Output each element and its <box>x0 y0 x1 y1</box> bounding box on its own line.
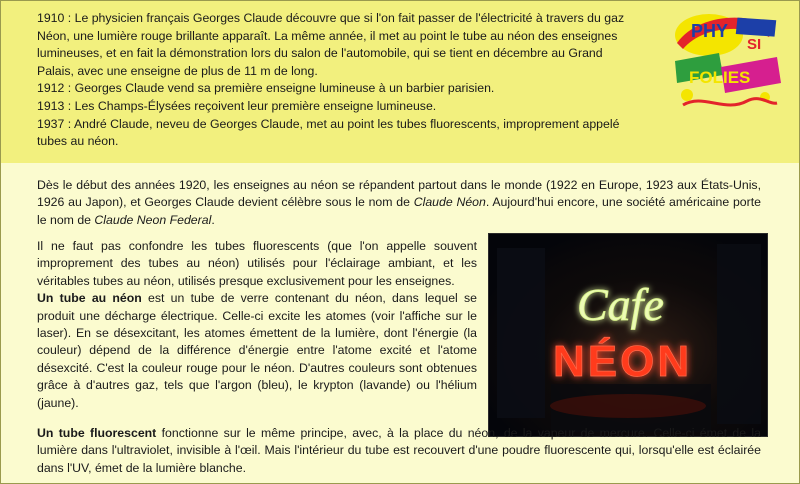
svg-text:SI: SI <box>747 36 762 53</box>
paragraph-tube-neon <box>37 238 477 412</box>
timeline-separator: : <box>67 81 75 96</box>
timeline-entry-text: Les Champs-Élysées reçoivent leur première enseigne lumineuse. <box>74 98 437 113</box>
svg-text:FOLIES: FOLIES <box>689 68 751 87</box>
svg-text:NÉON: NÉON <box>553 337 693 386</box>
para3-bold-lead: Un tube fluorescent <box>37 426 157 440</box>
timeline-separator: : <box>67 116 74 131</box>
para1-italic-claude-neon-federal: Claude Neon Federal <box>94 212 212 227</box>
timeline-separator: : <box>67 11 75 25</box>
timeline-separator: : <box>67 98 75 113</box>
timeline-entry-text: Le physicien français Georges Claude découvre que si l'on fait passer de l'électricité à travers du gaz Néon, une lumière rouge brillante apparaît. La même année, il met au point le tube au néon des enseignes lumineuses, et en fait la démonstration lors du salon de l'automobile, qui se tient en décembre au Grand Palais, avec une enseigne de plus de 11 m de long. <box>37 11 625 78</box>
photo-neon-sign <box>488 233 768 437</box>
timeline-year: 1937 <box>37 116 65 131</box>
svg-text:PHY: PHY <box>691 21 729 41</box>
para1-text-a: Dès le début des années 1920, les enseignes au néon se répandent partout dans le monde (1922 en Europe, 1923 aux États-Unis, 1926 au Japon), et Georges Claude devient célèbre sous le nom de <box>37 178 761 210</box>
para1-text-c: . <box>211 212 215 227</box>
timeline-year: 1910 <box>37 11 65 25</box>
paragraph-tube-fluorescent <box>37 425 761 477</box>
para3-body: fonctionne sur le même principe, avec, à la place du néon, de la vapeur de mercure. Celle-ci émet de la lumière dans l'ultraviolet, invisible à l'œil. Mais l'intérieur du tube est recouvert d'une poudre fluorescente qui, lorsqu'elle est éclairée dans l'UV, émet de la lumière blanche. <box>37 426 761 475</box>
physi-folies-logo <box>669 9 785 113</box>
para1-italic-claude-neon: Claude Néon <box>413 195 486 210</box>
timeline-panel <box>1 1 799 163</box>
photo-sign-cafe <box>577 279 664 330</box>
photo-sign-neon <box>553 336 692 386</box>
timeline-entry-text: André Claude, neveu de Georges Claude, met au point les tubes fluorescents, improprement appelé tubes au néon. <box>37 116 620 149</box>
timeline-year: 1913 <box>37 98 65 113</box>
para2-bold-lead: Un tube au néon <box>37 291 142 306</box>
paragraph-neon-history <box>37 177 761 229</box>
timeline-text-block <box>37 10 637 151</box>
timeline-entry <box>37 10 637 80</box>
para1-text-b: . Aujourd'hui encore, une société américaine porte le nom de <box>37 195 761 227</box>
timeline-entry <box>37 116 637 151</box>
para2-intro: Il ne faut pas confondre les tubes fluorescents (que l'on appelle souvent improprement des tubes au néon) utilisés pour l'éclairage ambiant, et les véritables tubes au néon, utilisés presque exclusivement pour les enseignes. <box>37 239 477 288</box>
timeline-year: 1912 <box>37 81 65 96</box>
timeline-entry <box>37 98 637 116</box>
timeline-entry <box>37 80 637 98</box>
para2-body: est un tube de verre contenant du néon, dans lequel se produit une décharge électrique. Celle-ci excite les atomes (voir l'affiche sur le laser). En se désexcitant, les atomes émettent de la lumière, dont l'énergie (la couleur) dépend de la différence d'énergie entre l'atome excité et l'atome désexcité. C'est la couleur rouge pour le néon. D'autres couleurs sont obtenues grâce à d'autres gaz, tels que l'argon (bleu), le krypton (lavande) ou l'hélium (jaune). <box>37 291 477 410</box>
timeline-entry-text: Georges Claude vend sa première enseigne lumineuse à un barbier parisien. <box>74 81 495 96</box>
svg-text:Cafe: Cafe <box>577 279 664 330</box>
